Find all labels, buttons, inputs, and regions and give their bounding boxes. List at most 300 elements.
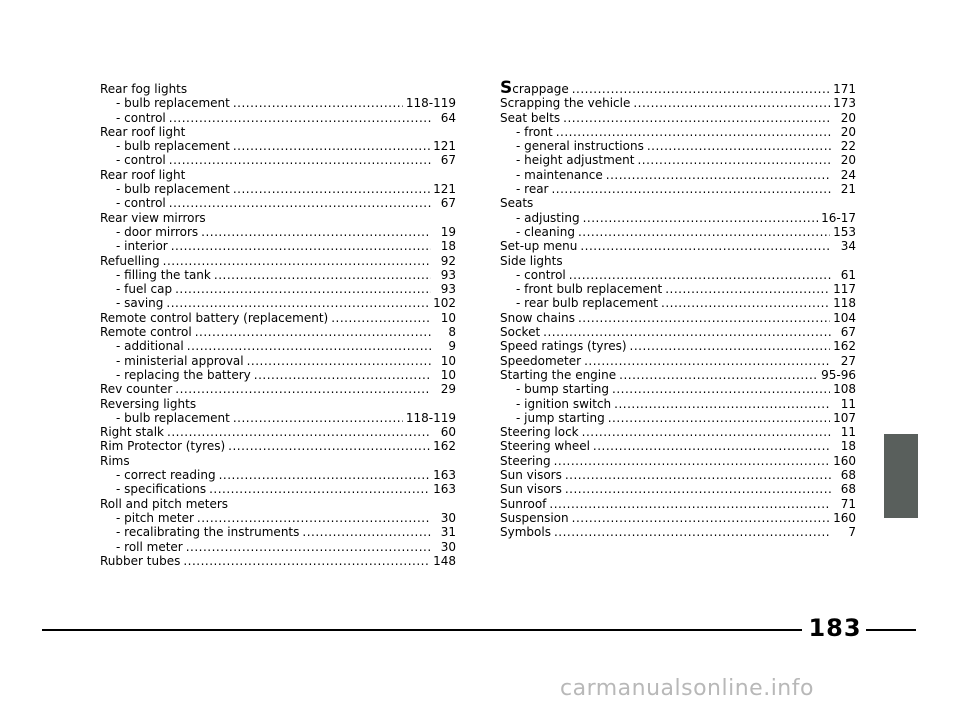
dot-leader [549,497,831,511]
index-subentry [500,225,856,239]
dot-leader [661,296,830,310]
entry-page-ref: 68 [840,482,856,497]
entry-page-ref: 16-17 [821,210,856,225]
entry-text: - general instructions [516,139,644,154]
entry-label [100,497,228,511]
entry-label [116,239,168,253]
entry-label [516,139,644,153]
entry-text: - saving [116,296,164,311]
entry-text: Remote control battery (replacement) [100,310,329,325]
dot-leader [228,439,430,453]
entry-page-ref: 11 [840,425,856,440]
index-entry [500,482,856,496]
entry-page-ref: 9 [448,339,456,354]
index-subentry [100,540,456,554]
dot-leader [175,382,431,396]
entry-page-ref: 19 [440,224,456,239]
entry-text: - bulb replacement [116,96,230,111]
entry-label [116,282,172,296]
entry-page-ref: 11 [840,396,856,411]
entry-label [516,397,611,411]
entry-page-ref: 71 [840,496,856,511]
dot-leader [578,225,830,239]
entry-page-ref: 60 [440,425,456,440]
index-subentry [500,397,856,411]
index-column-left [100,82,456,568]
entry-label [500,511,569,525]
section-thumb-tab [884,434,918,518]
entry-text: - control [516,267,566,282]
entry-page-ref: 10 [440,353,456,368]
entry-text: Refuelling [100,253,160,268]
entry-label [500,196,533,210]
entry-page-ref: 171 [833,82,856,96]
entry-text: - interior [116,239,168,254]
index-entry [500,468,856,482]
entry-text: - jump starting [516,410,605,425]
watermark-text: carmanualsonline.info [560,676,814,701]
entry-label [516,382,609,396]
entry-label [100,254,160,268]
index-entry [100,382,456,396]
entry-text: Right stalk [100,425,165,440]
entry-label [116,354,244,368]
index-entry [100,311,456,325]
entry-label [116,339,184,353]
dot-leader [614,397,831,411]
entry-text: Rear roof light [100,124,186,139]
dot-leader [563,111,831,125]
dot-leader [302,525,431,539]
entry-page-ref: 163 [433,468,456,483]
index-subentry [100,96,456,110]
entry-label [500,254,563,268]
entry-text: - bulb replacement [116,410,230,425]
index-subentry [100,182,456,196]
dot-leader [593,439,831,453]
entry-page-ref: 173 [833,96,856,111]
entry-page-ref: 153 [833,224,856,239]
index-subentry [500,382,856,396]
entry-text: Rear fog lights [100,82,188,96]
entry-page-ref: 163 [433,482,456,497]
entry-page-ref: 34 [840,239,856,254]
index-entry [500,311,856,325]
entry-text: Starting the engine [500,367,617,382]
entry-page-ref: 93 [440,282,456,297]
dot-leader [167,425,431,439]
entry-label [116,511,194,525]
entry-label [116,96,230,110]
entry-label [100,168,185,182]
index-subentry [500,282,856,296]
dot-leader [584,354,831,368]
index-subentry [100,225,456,239]
entry-text: - recalibrating the instruments [116,525,300,540]
index-subentry [100,139,456,153]
index-entry [100,454,456,468]
dot-leader [195,325,431,339]
entry-text: Sunroof [500,496,547,511]
entry-page-ref: 7 [848,525,856,540]
dot-leader [163,254,431,268]
drop-cap-letter: S [500,78,513,98]
entry-text: Snow chains [500,310,575,325]
dot-leader [556,125,831,139]
entry-text: Symbols [500,525,551,540]
dot-leader [169,111,431,125]
entry-label [100,397,196,411]
index-entry [100,254,456,268]
dot-leader [554,454,831,468]
index-entry [100,325,456,339]
entry-page-ref: 27 [840,353,856,368]
dot-leader [254,368,431,382]
entry-label [116,139,230,153]
entry-text: Seat belts [500,110,561,125]
entry-text: - ignition switch [516,396,612,411]
entry-text: Speedometer [500,353,582,368]
entry-page-ref: 108 [833,382,856,397]
entry-label [116,540,183,554]
entry-text: - front [516,124,553,139]
index-subentry [500,125,856,139]
dot-leader [565,482,831,496]
index-entry [500,454,856,468]
index-entry [500,239,856,253]
entry-text: Sun visors [500,482,562,497]
dot-leader [186,540,431,554]
index-subentry [500,182,856,196]
entry-text: Suspension [500,510,569,525]
dot-leader [543,325,831,339]
entry-label [500,439,590,453]
entry-label [500,525,551,539]
dot-leader [233,96,403,110]
entry-label [500,325,540,339]
dot-leader [637,153,831,167]
dot-leader [606,168,831,182]
dot-leader [331,311,431,325]
entry-label [116,296,163,310]
dot-leader [608,411,830,425]
entry-text: - pitch meter [116,510,194,525]
index-subentry [500,411,856,425]
entry-label [500,454,551,468]
entry-label [116,225,198,239]
entry-page-ref: 61 [840,267,856,282]
index-entry [100,168,456,182]
entry-label [100,211,206,225]
entry-label [100,439,225,453]
dot-leader [197,511,431,525]
dot-leader [582,425,831,439]
entry-page-ref: 30 [440,510,456,525]
entry-label [516,282,662,296]
entry-text: Rims [100,453,130,468]
entry-page-ref: 107 [833,410,856,425]
index-subentry [100,339,456,353]
entry-page-ref: 148 [433,553,456,568]
entry-text: - bump starting [516,382,609,397]
index-subentry [100,468,456,482]
dot-leader [554,525,831,539]
entry-label [516,182,548,196]
entry-label [500,339,627,353]
entry-page-ref: 67 [840,325,856,340]
dot-leader [583,211,819,225]
entry-page-ref: 24 [840,167,856,182]
index-subentry [100,354,456,368]
index-entry [500,254,856,268]
index-subentry [100,196,456,210]
entry-text: - roll meter [116,539,183,554]
entry-text: - adjusting [516,210,580,225]
index-subentry [100,525,456,539]
entry-label [100,554,180,568]
dot-leader [630,339,831,353]
entry-text: Steering [500,453,551,468]
entry-label [500,482,562,496]
entry-page-ref: 67 [440,196,456,211]
entry-label [100,382,172,396]
entry-label [516,153,634,167]
entry-text: - specifications [116,482,207,497]
index-entry [100,82,456,96]
dot-leader [665,282,830,296]
entry-page-ref: 95-96 [821,367,856,382]
entry-label [116,182,230,196]
index-subentry [500,211,856,225]
entry-text: Steering lock [500,425,579,440]
entry-text: - cleaning [516,224,575,239]
entry-text: Seats [500,196,534,211]
page-number: 183 [808,614,862,642]
entry-text: Rim Protector (tyres) [100,439,226,454]
entry-page-ref: 20 [840,153,856,168]
entry-text: - filling the tank [116,267,211,282]
entry-text: - control [116,153,166,168]
dot-leader [578,311,830,325]
dot-leader [219,468,431,482]
entry-label [500,311,575,325]
entry-label [116,468,216,482]
index-entry [500,339,856,353]
index-entry [100,125,456,139]
entry-label [100,325,192,339]
entry-label [500,497,546,511]
index-entry [500,368,856,382]
entry-label [116,196,166,210]
dot-leader [171,239,431,253]
index-entry [500,78,856,98]
entry-page-ref: 104 [833,310,856,325]
entry-label [116,268,211,282]
index-entry [100,397,456,411]
entry-page-ref: 18 [440,239,456,254]
index-entry [500,354,856,368]
entry-page-ref: 30 [440,539,456,554]
index-entry [500,96,856,110]
dot-leader [233,182,430,196]
entry-text: - correct reading [116,468,216,483]
entry-text: Remote control [100,325,192,340]
entry-text: - bulb replacement [116,182,230,197]
entry-page-ref: 10 [440,367,456,382]
entry-page-ref: 118 [833,296,856,311]
entry-page-ref: 64 [440,110,456,125]
entry-page-ref: 160 [833,453,856,468]
entry-label [500,368,616,382]
index-subentry [500,153,856,167]
dot-leader [572,511,830,525]
entry-text: - door mirrors [116,224,199,239]
entry-text: - maintenance [516,167,603,182]
index-entry [500,196,856,210]
entry-page-ref: 162 [433,439,456,454]
entry-page-ref: 18 [840,439,856,454]
entry-text: Reversing lights [100,396,197,411]
index-entry [500,511,856,525]
entry-page-ref: 117 [833,282,856,297]
entry-page-ref: 118-119 [405,96,456,111]
entry-page-ref: 68 [840,468,856,483]
entry-label [500,354,581,368]
entry-text: Rear roof light [100,167,186,182]
entry-label [516,268,566,282]
entry-text: Rear view mirrors [100,210,206,225]
dot-leader [572,82,830,96]
entry-label [116,111,166,125]
entry-label [100,82,187,96]
entry-page-ref: 21 [840,182,856,197]
dot-leader [214,268,431,282]
entry-page-ref: 93 [440,267,456,282]
dot-leader [551,182,831,196]
dot-leader [565,468,831,482]
index-entry [100,554,456,568]
entry-page-ref: 92 [440,253,456,268]
entry-text: - control [116,110,166,125]
entry-label [516,168,603,182]
index-entry [100,425,456,439]
entry-label [116,153,166,167]
entry-page-ref: 20 [840,124,856,139]
entry-text: Rubber tubes [100,553,181,568]
entry-text: Speed ratings (tyres) [500,339,627,354]
entry-label [516,125,553,139]
entry-text: - ministerial approval [116,353,244,368]
entry-label [100,454,130,468]
dot-leader [247,354,431,368]
entry-page-ref: 67 [440,153,456,168]
entry-label [516,225,575,239]
dot-leader [569,268,831,282]
index-entry [100,211,456,225]
entry-page-ref: 102 [433,296,456,311]
entry-text: Set-up menu [500,239,578,254]
index-entry [500,439,856,453]
entry-label [516,411,605,425]
entry-label [116,525,299,539]
index-entry [500,325,856,339]
dot-leader [233,411,403,425]
entry-page-ref: 121 [433,139,456,154]
entry-label [100,311,328,325]
index-subentry [100,411,456,425]
dot-leader [580,239,831,253]
entry-page-ref: 121 [433,182,456,197]
entry-page-ref: 10 [440,310,456,325]
entry-label [516,296,658,310]
footer-rule-left [42,629,802,631]
index-subentry [100,268,456,282]
entry-label [100,425,164,439]
index-column-right [500,78,856,540]
entry-text: Sun visors [500,468,562,483]
footer-rule-right [866,629,916,631]
entry-page-ref: 162 [833,339,856,354]
entry-text: Steering wheel [500,439,590,454]
dot-leader [209,482,430,496]
index-subentry [100,368,456,382]
entry-text: Scrapping the vehicle [500,96,631,111]
entry-text: - replacing the battery [116,367,251,382]
entry-text: - bulb replacement [116,139,230,154]
entry-text: - height adjustment [516,153,635,168]
entry-label [100,125,185,139]
index-subentry [500,296,856,310]
entry-text: Socket [500,325,541,340]
index-subentry [500,268,856,282]
index-subentry [500,139,856,153]
entry-page-ref: 118-119 [405,410,456,425]
dot-leader [175,282,431,296]
entry-page-ref: 31 [440,525,456,540]
index-entry [100,439,456,453]
index-subentry [500,168,856,182]
entry-text: - rear [516,182,549,197]
index-entry [500,111,856,125]
entry-label [500,239,577,253]
dot-leader [647,139,831,153]
entry-page-ref: 22 [840,139,856,154]
entry-text: - front bulb replacement [516,282,663,297]
entry-label [500,96,630,110]
dot-leader [233,139,430,153]
index-subentry [100,511,456,525]
entry-label [500,111,560,125]
entry-text: crappage [512,82,569,96]
entry-label [500,425,579,439]
index-subentry [100,282,456,296]
entry-label [116,411,230,425]
index-entry [500,497,856,511]
dot-leader [169,196,431,210]
entry-label [116,482,206,496]
index-entry [100,497,456,511]
index-subentry [100,296,456,310]
entry-text: - fuel cap [116,282,173,297]
index-subentry [100,153,456,167]
entry-text: - control [116,196,166,211]
index-subentry [100,482,456,496]
entry-page-ref: 20 [840,110,856,125]
entry-text: - additional [116,339,184,354]
dot-leader [201,225,431,239]
index-subentry [100,239,456,253]
entry-text: Roll and pitch meters [100,496,229,511]
